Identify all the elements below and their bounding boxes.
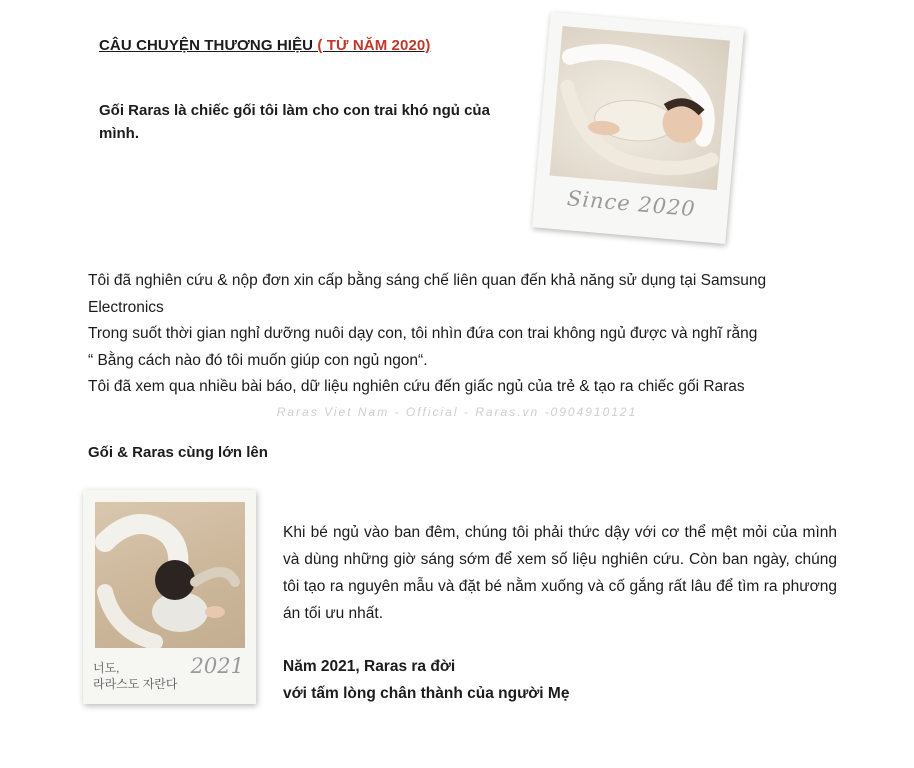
closing-statement bbox=[283, 653, 569, 707]
sleeping-baby-photo bbox=[550, 26, 730, 190]
story-line-4: Tôi đã xem qua nhiều bài báo, dữ liệu nghiên cứu đến giấc ngủ của trẻ & tạo ra chiếc gối Raras bbox=[88, 378, 745, 395]
korean-caption-line-1: 너도, bbox=[93, 661, 120, 675]
baby-with-pillow-illustration bbox=[95, 502, 245, 648]
story-line-2: Trong suốt thời gian nghỉ dưỡng nuôi dạy con, tôi nhìn đứa con trai không ngủ được và nghĩ rằng bbox=[88, 325, 758, 342]
section-heading: Gối & Raras cùng lớn lên bbox=[88, 444, 268, 461]
intro-text: Gối Raras là chiếc gối tôi làm cho con trai khó ngủ của mình. bbox=[99, 102, 490, 142]
baby-crawling-photo bbox=[95, 502, 245, 648]
page-title bbox=[99, 37, 430, 54]
watermark: Raras Viet Nam - Official - Raras.vn -0904910121 bbox=[276, 405, 638, 419]
growth-paragraph: Khi bé ngủ vào ban đêm, chúng tôi phải thức dậy với cơ thể mệt mỏi của mình và dùng những giờ sáng sớm để xem số liệu nghiên cứu. Còn ban ngày, chúng tôi tạo ra nguyên mẫu và đặt bé nằm xuống và cố gắng rất lâu để tìm ra phương án tối ưu nhất. bbox=[283, 524, 837, 622]
closing-line-1: Năm 2021, Raras ra đời bbox=[283, 658, 456, 675]
title-main: CÂU CHUYỆN THƯƠNG HIỆU bbox=[99, 37, 314, 54]
title-year: ( TỪ NĂM 2020) bbox=[313, 37, 431, 54]
photo-caption-year: 2021 bbox=[190, 654, 244, 678]
closing-line-2: với tấm lòng chân thành của người Mẹ bbox=[283, 685, 570, 702]
brand-story bbox=[88, 268, 838, 401]
baby-on-pillow-illustration bbox=[550, 26, 730, 190]
korean-caption-line-2: 라라스도 자란다 bbox=[93, 677, 178, 691]
polaroid-photo-2021 bbox=[83, 490, 256, 704]
photo-caption-since: Since 2020 bbox=[566, 186, 697, 222]
story-line-3: “ Bằng cách nào đó tôi muốn giúp con ngủ ngon“. bbox=[88, 351, 428, 369]
photo-caption-korean bbox=[93, 660, 177, 692]
polaroid-photo-2020 bbox=[532, 12, 744, 244]
story-line-1: Tôi đã nghiên cứu & nộp đơn xin cấp bằng sáng chế liên quan đến khả năng sử dụng tại Samsung Electronics bbox=[88, 272, 767, 316]
